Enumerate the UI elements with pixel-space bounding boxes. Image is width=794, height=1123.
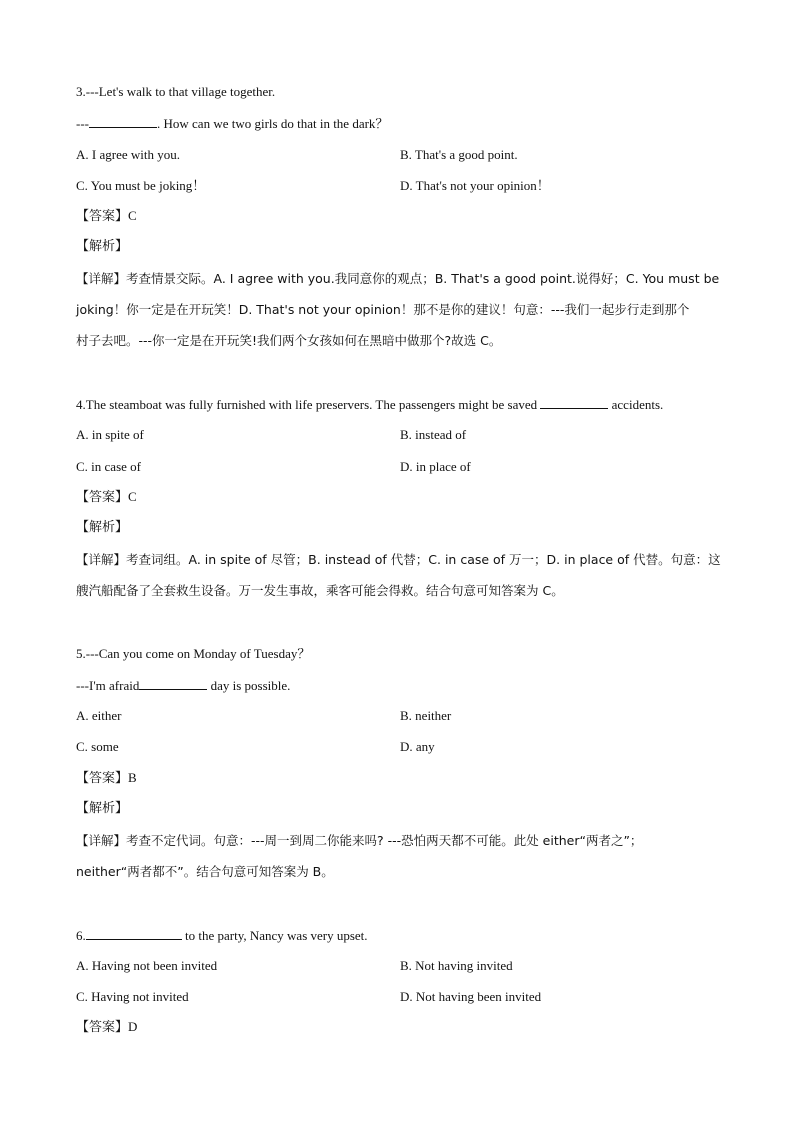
question-5-stem: 5.---Can you come on Monday of Tuesday？ <box>76 646 311 661</box>
question-3-option-d: D. That's not your opinion！ <box>400 178 550 193</box>
answer-blank <box>86 926 182 940</box>
question-3-option-b: B. That's a good point. <box>400 147 518 162</box>
question-5-line2: ---I'm afraid day is possible. <box>76 678 291 693</box>
question-4-option-d: D. in place of <box>400 459 471 474</box>
question-4-stem: 4.The steamboat was fully furnished with life preservers. The passengers might be saved accidents. <box>76 397 664 412</box>
question-4-option-b: B. instead of <box>400 427 467 442</box>
question-3-analysis-label: 【解析】 <box>76 239 129 254</box>
question-4-detail-line-2: 艘汽船配备了全套救生设备。万一发生事故，乘客可能会得救。结合句意可知答案为 C。 <box>76 583 564 598</box>
question-6-answer: 【答案】D <box>76 1019 138 1035</box>
question-6-option-b: B. Not having invited <box>400 958 513 973</box>
question-5-option-b: B. neither <box>400 708 452 723</box>
question-3-answer: 【答案】C <box>76 208 137 224</box>
question-3-line2: --- . How can we two girls do that in the dark？ <box>76 116 389 131</box>
question-3-detail-line-3: 村子去吧。---你一定是在开玩笑!我们两个女孩如何在黑暗中做那个?故选 C。 <box>76 333 502 348</box>
question-5-detail-line-2: neither“两者都不”。结合句意可知答案为 B。 <box>76 864 334 879</box>
answer-blank <box>89 114 157 128</box>
question-4-option-c: C. in case of <box>76 459 141 474</box>
question-4-answer: 【答案】C <box>76 489 137 505</box>
question-5-option-c: C. some <box>76 739 119 754</box>
question-5-option-d: D. any <box>400 739 435 754</box>
question-5-detail-line-1: 【详解】考查不定代词。句意：---周一到周二你能来吗? ---恐怕两天都不可能。此处 either“两者之”； <box>76 833 643 848</box>
question-3-option-c: C. You must be joking！ <box>76 178 206 193</box>
question-5-analysis-label: 【解析】 <box>76 801 129 816</box>
question-5-answer: 【答案】B <box>76 770 137 786</box>
question-3-stem: 3.---Let's walk to that village together. <box>76 84 276 99</box>
question-4-analysis-label: 【解析】 <box>76 520 129 535</box>
question-5-option-a: A. either <box>76 708 122 723</box>
answer-blank <box>540 395 608 409</box>
question-6-option-c: C. Having not invited <box>76 989 189 1004</box>
question-6-stem: 6. to the party, Nancy was very upset. <box>76 928 368 943</box>
question-4-detail-line-1: 【详解】考查词组。A. in spite of 尽管；B. instead of 代替；C. in case of 万一；D. in place of 代替。句意：这 <box>76 552 721 567</box>
question-4-option-a: A. in spite of <box>76 427 144 442</box>
question-3-detail-line-2: joking！你一定是在开玩笑！D. That's not your opinion！那不是你的建议！句意：---我们一起步行走到那个 <box>76 302 690 317</box>
question-3-detail-line-1: 【详解】考查情景交际。A. I agree with you.我同意你的观点；B. That's a good point.说得好；C. You must be <box>76 271 720 286</box>
question-3-option-a: A. I agree with you. <box>76 147 180 162</box>
question-6-option-a: A. Having not been invited <box>76 958 218 973</box>
question-6-option-d: D. Not having been invited <box>400 989 542 1004</box>
answer-blank <box>139 676 207 690</box>
